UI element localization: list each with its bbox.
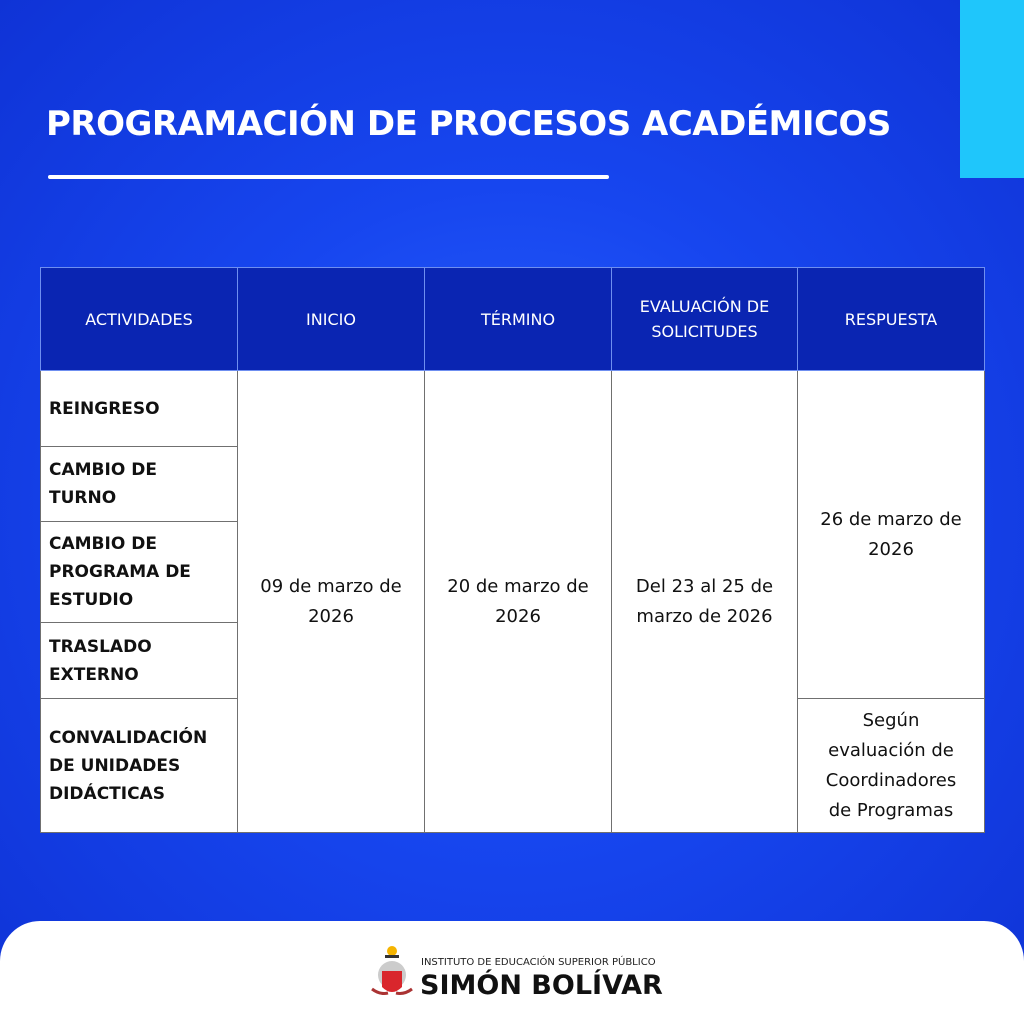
- respuesta-cell: Según evaluación de Coordinadores de Programas: [798, 699, 985, 833]
- title-underline: [48, 175, 609, 179]
- header-actividades: ACTIVIDADES: [41, 268, 238, 371]
- respuesta-cell: 26 de marzo de 2026: [798, 371, 985, 699]
- page-title: PROGRAMACIÓN DE PROCESOS ACADÉMICOS: [46, 104, 891, 144]
- inicio-cell: 09 de marzo de 2026: [238, 371, 425, 833]
- header-respuesta: RESPUESTA: [798, 268, 985, 371]
- activity-cell: TRASLADO EXTERNO: [41, 623, 238, 699]
- institute-name: SIMÓN BOLÍVAR: [420, 970, 663, 1001]
- activity-cell: CONVALIDACIÓN DE UNIDADES DIDÁCTICAS: [41, 699, 238, 833]
- schedule-table: [40, 267, 985, 833]
- accent-block: [960, 0, 1024, 178]
- table-header-row: [41, 268, 985, 371]
- institute-subtitle: INSTITUTO DE EDUCACIÓN SUPERIOR PÚBLICO: [421, 957, 656, 968]
- table-row: [41, 371, 985, 447]
- header-inicio: INICIO: [238, 268, 425, 371]
- evaluacion-cell: Del 23 al 25 de marzo de 2026: [612, 371, 798, 833]
- termino-cell: 20 de marzo de 2026: [425, 371, 612, 833]
- header-termino: TÉRMINO: [425, 268, 612, 371]
- activity-cell: CAMBIO DE TURNO: [41, 447, 238, 522]
- institute-crest-logo: [368, 945, 416, 1005]
- activity-cell: REINGRESO: [41, 371, 238, 447]
- activity-cell: CAMBIO DE PROGRAMA DE ESTUDIO: [41, 522, 238, 623]
- header-evaluacion: EVALUACIÓN DE SOLICITUDES: [612, 268, 798, 371]
